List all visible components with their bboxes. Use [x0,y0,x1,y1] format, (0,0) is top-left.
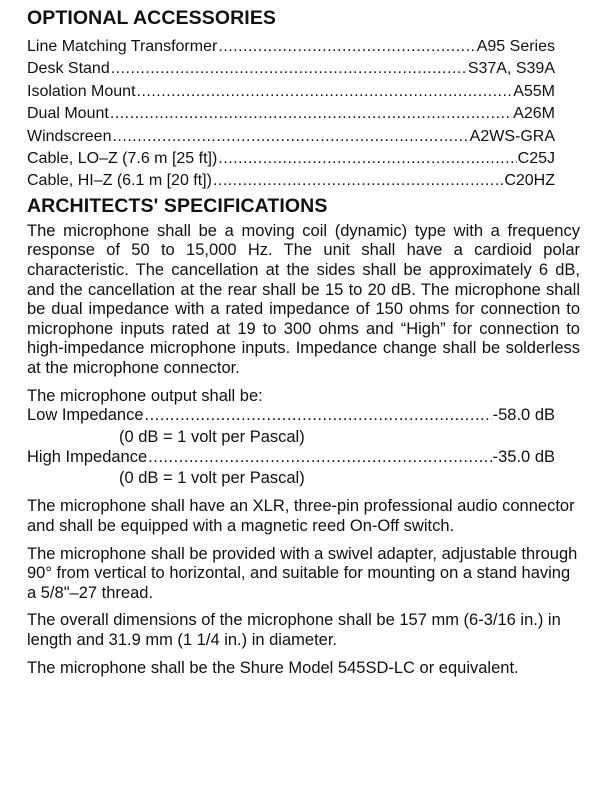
accessory-name: Cable, LO–Z (7.6 m [25 ft]) [27,150,218,168]
dot-leader [145,406,492,426]
output-row-high [27,448,555,468]
list-item [27,103,555,125]
list-item [27,148,555,170]
dot-leader [148,448,491,468]
output-value: -35.0 dB [492,447,555,466]
accessory-code: A55M [513,82,555,100]
accessory-code: A95 Series [476,38,555,55]
accessory-code: C20HZ [504,172,555,190]
spec-paragraph-dimensions: The overall dimensions of the microphone shall be 157 mm (6-3/16 in.) in length and 31.9 mm (1 1/4 in.) in diameter. [27,611,561,649]
list-item [27,170,555,192]
accessory-name: Isolation Mount [27,82,136,100]
specifications-body [27,222,580,678]
output-row-low [27,406,555,426]
spec-paragraph-adapter: The microphone shall be provided with a swivel adapter, adjustable through 90° from vertical to horizontal, and suitable for mounting on a stand having a 5/8"–27 thread. [27,544,578,602]
output-label: High Impedance [27,447,148,466]
spec-paragraph-connector: The microphone shall have an XLR, three-pin professional audio connector and shall be equipped with a magnetic reed On-Off switch. [27,497,575,535]
list-item [27,126,555,148]
specifications-heading: ARCHITECTS' SPECIFICATIONS [27,194,328,217]
accessory-name: Cable, HI–Z (6.1 m [20 ft]) [27,172,212,190]
accessory-name: Line Matching Transformer [27,38,218,55]
accessories-list [27,36,555,193]
list-item [27,81,555,103]
dot-leader [137,81,513,103]
output-intro: The microphone output shall be: [27,386,263,405]
accessory-code: A26M [513,105,555,123]
accessories-heading: OPTIONAL ACCESSORIES [27,7,277,29]
output-note: (0 dB = 1 volt per Pascal) [119,427,305,446]
output-value: -58.0 dB [492,406,555,425]
output-label: Low Impedance [27,406,144,425]
accessory-name: Desk Stand [27,60,110,78]
spec-paragraph-model: The microphone shall be the Shure Model 545SD-LC or equivalent. [27,658,519,677]
dot-leader [218,148,516,170]
spec-paragraph-description: The microphone shall be a moving coil (dynamic) type with a frequency response of 50 to 15,000 Hz. The unit shall have a cardioid polar characteristic. The cancellation at the sides shall be approximately 6 dB, and the cancellation at the rear shall be 15 to 20 dB. The microphone shall be dual impedance with a rated impedance of 150 ohms for connection to microphone inputs rated at 19 to 300 ohms and “High” for connection to high-impedance microphone inputs. Impedance change shall be solderless at the microphone connector. [27,221,580,377]
accessory-code: S37A, S39A [467,60,555,78]
accessory-code: A2WS-GRA [469,127,555,145]
dot-leader [110,103,512,125]
list-item [27,36,555,58]
list-item [27,58,555,80]
output-note: (0 dB = 1 volt per Pascal) [119,469,305,488]
dot-leader [111,58,467,80]
accessory-name: Dual Mount [27,105,109,123]
dot-leader [112,126,468,148]
dot-leader [218,36,475,58]
dot-leader [213,170,503,192]
accessory-code: C25J [517,150,555,168]
accessory-name: Windscreen [27,127,112,145]
